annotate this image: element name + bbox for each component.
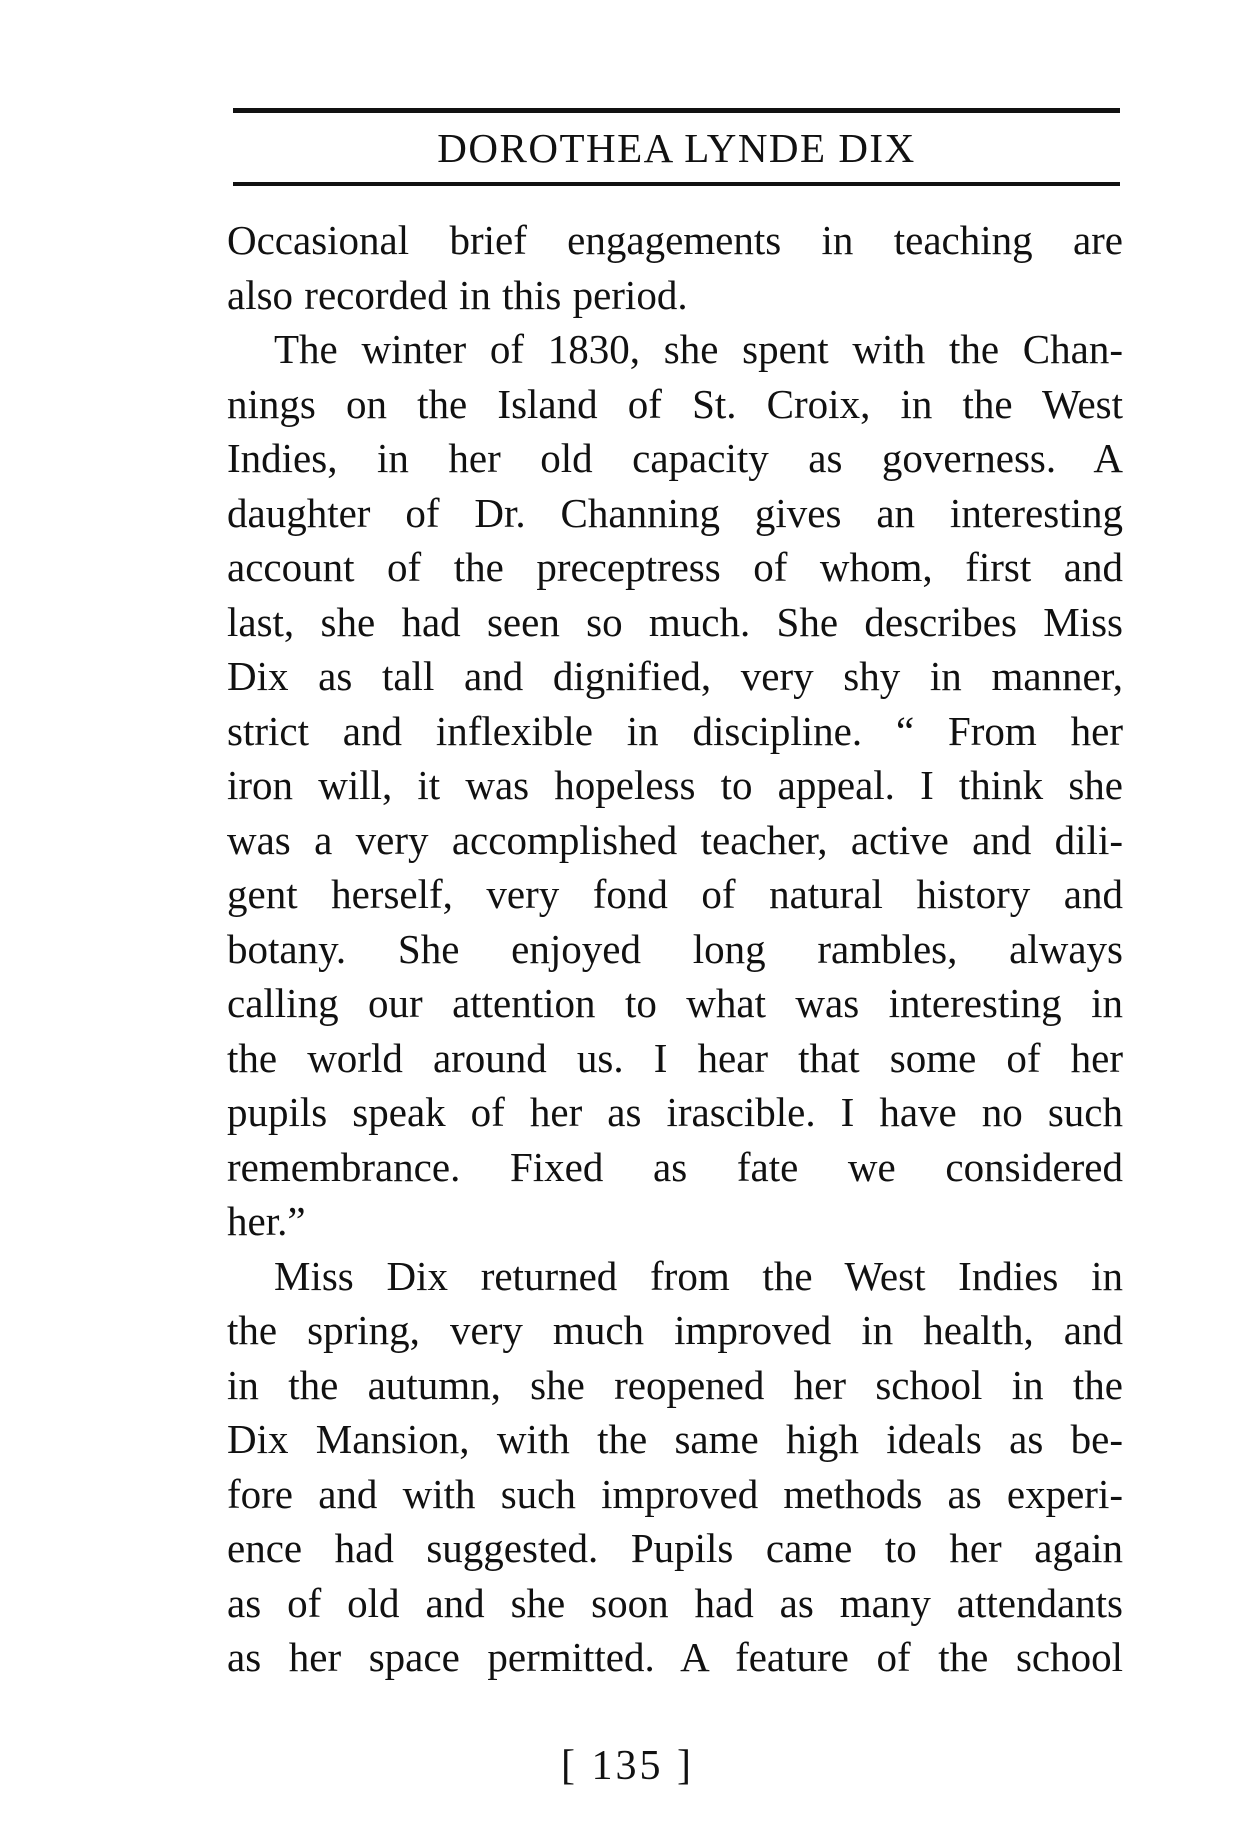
paragraph-3 (227, 1249, 1123, 1685)
text-line: Dix as tall and dignified, very shy in manner, (227, 653, 1123, 699)
body-text (227, 213, 1123, 1685)
page-number: [ 135 ] (561, 1743, 694, 1789)
text-line: calling our attention to what was interesting in (227, 980, 1123, 1026)
text-line: Dix Mansion, with the same high ideals as be- (227, 1416, 1123, 1462)
text-line: her.” (227, 1198, 306, 1244)
text-line: fore and with such improved methods as experi- (227, 1470, 1123, 1517)
text-line: The winter of 1830, she spent with the Chan- (274, 326, 1123, 372)
text-line: also recorded in this period. (227, 271, 688, 318)
text-line: the spring, very much improved in health, and (227, 1307, 1123, 1353)
text-line: as her space permitted. A feature of the school (227, 1634, 1123, 1680)
header-rule-bottom (233, 182, 1120, 186)
text-line: nings on the Island of St. Croix, in the West (227, 380, 1123, 427)
text-line: pupils speak of her as irascible. I have no such (227, 1089, 1123, 1135)
text-line: was a very accomplished teacher, active and dili- (227, 816, 1123, 863)
text-line: the world around us. I hear that some of her (227, 1034, 1123, 1081)
text-line: last, she had seen so much. She describes Miss (227, 598, 1123, 645)
text-line: Occasional brief engagements in teaching are (227, 217, 1123, 263)
text-line: strict and inflexible in discipline. “ From her (227, 707, 1123, 754)
text-line: daughter of Dr. Channing gives an interesting (227, 489, 1123, 536)
header-rule-top (233, 108, 1120, 113)
text-line: iron will, it was hopeless to appeal. I think she (227, 762, 1123, 808)
text-line: Miss Dix returned from the West Indies in (274, 1252, 1123, 1299)
paragraph-1 (227, 213, 1123, 322)
text-line: botany. She enjoyed long rambles, always (227, 925, 1123, 972)
text-line: Indies, in her old capacity as governess. A (227, 435, 1123, 481)
paragraph-2 (227, 322, 1123, 1249)
text-line: in the autumn, she reopened her school in the (227, 1361, 1123, 1408)
text-line: gent herself, very fond of natural history and (227, 871, 1123, 917)
running-head: DOROTHEA LYNDE DIX (437, 125, 916, 171)
text-line: remembrance. Fixed as fate we considered (227, 1143, 1123, 1190)
text-line: as of old and she soon had as many attendants (227, 1579, 1123, 1626)
text-line: ence had suggested. Pupils came to her again (227, 1525, 1123, 1571)
text-line: account of the preceptress of whom, first and (227, 544, 1123, 590)
